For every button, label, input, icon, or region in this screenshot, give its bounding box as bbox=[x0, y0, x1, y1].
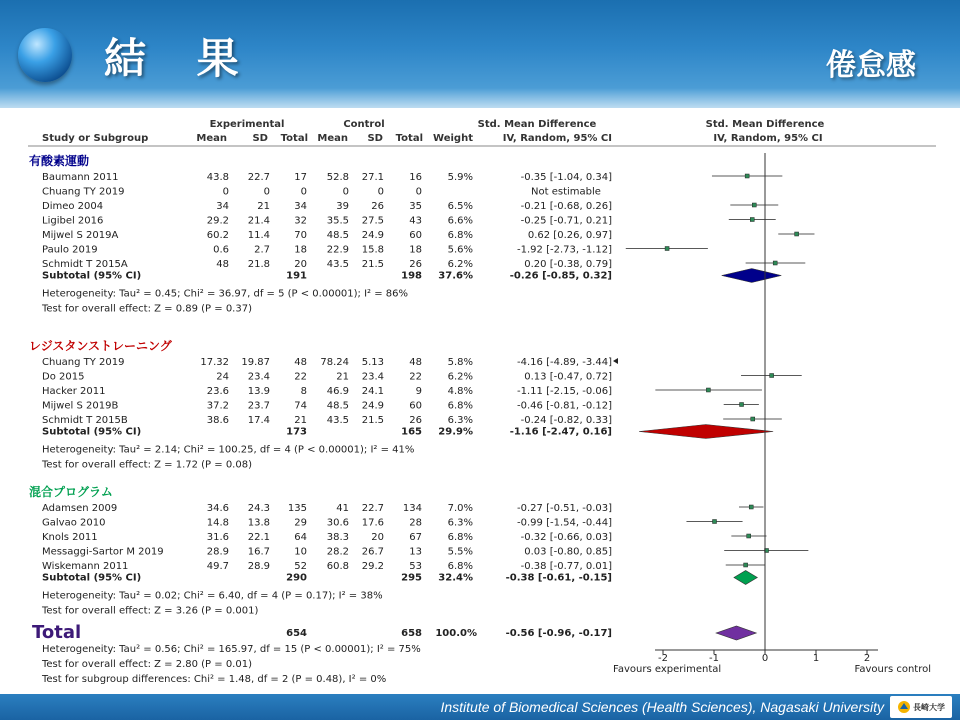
ctrl-mean: 39 bbox=[336, 201, 349, 212]
ctrl-total: 22 bbox=[409, 371, 422, 383]
total-overall-effect-text: Test for overall effect: Z = 2.80 (P = 0.01) bbox=[42, 659, 252, 670]
exp-sd: 28.9 bbox=[247, 561, 270, 572]
ci-arrow-left bbox=[613, 358, 618, 364]
exp-mean: 60.2 bbox=[206, 230, 229, 241]
weight: 4.8% bbox=[447, 386, 473, 397]
globe-icon bbox=[18, 28, 72, 82]
weight: 7.0% bbox=[447, 503, 473, 514]
exp-mean: 31.6 bbox=[206, 532, 229, 543]
header-control: Control bbox=[343, 119, 385, 130]
study-point bbox=[752, 203, 756, 207]
ci-text: -1.11 [-2.15, -0.06] bbox=[517, 386, 612, 397]
overall-effect-text: Test for overall effect: Z = 0.89 (P = 0.37) bbox=[42, 303, 252, 315]
ctrl-sd: 20 bbox=[371, 532, 384, 543]
study-point bbox=[749, 505, 753, 509]
ctrl-mean: 48.5 bbox=[326, 400, 349, 412]
study-point bbox=[744, 563, 748, 567]
exp-mean: 24 bbox=[216, 371, 229, 383]
logo-icon bbox=[897, 700, 911, 714]
ci-text: -0.35 [-1.04, 0.34] bbox=[520, 172, 612, 183]
x-tick-label: -1 bbox=[709, 653, 719, 664]
ctrl-sd: 21.5 bbox=[361, 415, 384, 426]
ci-text: -0.21 [-0.68, 0.26] bbox=[520, 201, 612, 212]
ctrl-total: 13 bbox=[409, 546, 422, 558]
exp-total: 20 bbox=[294, 259, 307, 270]
ctrl-sd: 15.8 bbox=[361, 244, 384, 256]
ci-text: -0.32 [-0.66, 0.03] bbox=[520, 532, 612, 543]
study-name: Knols 2011 bbox=[42, 532, 98, 543]
forest-plot bbox=[0, 110, 960, 690]
study-name: Chuang TY 2019 bbox=[42, 186, 125, 198]
ctrl-sd: 5.13 bbox=[361, 357, 384, 368]
exp-total: 74 bbox=[294, 400, 307, 412]
study-name: Hacker 2011 bbox=[42, 386, 106, 397]
ctrl-total: 0 bbox=[415, 186, 422, 198]
study-name: Mijwel S 2019B bbox=[42, 400, 119, 412]
ci-text: -0.38 [-0.77, 0.01] bbox=[520, 561, 612, 572]
header-exp-total: Total bbox=[280, 133, 308, 144]
exp-sd: 13.8 bbox=[247, 517, 270, 529]
overall-effect-text: Test for overall effect: Z = 1.72 (P = 0.08) bbox=[42, 459, 252, 471]
study-name: Messaggi-Sartor M 2019 bbox=[42, 546, 164, 558]
exp-total: 17 bbox=[294, 172, 307, 183]
footer-text: Institute of Biomedical Sciences (Health Sciences), Nagasaki University bbox=[440, 699, 884, 715]
ctrl-total: 60 bbox=[409, 230, 422, 241]
ci-text: -0.27 [-0.51, -0.03] bbox=[517, 503, 612, 514]
exp-sd: 23.7 bbox=[247, 400, 270, 412]
weight: 6.8% bbox=[447, 230, 473, 241]
exp-sd: 17.4 bbox=[247, 415, 270, 426]
study-point bbox=[773, 261, 777, 265]
study-name: Chuang TY 2019 bbox=[42, 357, 125, 368]
header-weight: Weight bbox=[433, 133, 473, 144]
study-name: Do 2015 bbox=[42, 371, 85, 383]
exp-mean: 34.6 bbox=[206, 503, 229, 514]
subtotal-ci: -1.16 [-2.47, 0.16] bbox=[509, 426, 612, 438]
slide-subtitle: 倦怠感 bbox=[826, 48, 916, 83]
university-logo bbox=[890, 696, 952, 718]
ctrl-total: 18 bbox=[409, 244, 422, 256]
exp-total: 10 bbox=[294, 546, 307, 558]
heterogeneity-text: Heterogeneity: Tau² = 2.14; Chi² = 100.25, df = 4 (P < 0.00001); I² = 41% bbox=[42, 444, 415, 456]
total-exp-total: 654 bbox=[286, 628, 307, 639]
exp-mean: 0 bbox=[222, 186, 229, 198]
exp-total: 135 bbox=[287, 503, 307, 514]
exp-mean: 28.9 bbox=[206, 546, 229, 558]
x-tick-label: 0 bbox=[761, 653, 769, 664]
total-ci: -0.56 [-0.96, -0.17] bbox=[505, 628, 612, 639]
slide-title: 結 果 bbox=[104, 34, 257, 83]
exp-sd: 19.87 bbox=[241, 357, 270, 368]
exp-sd: 11.4 bbox=[247, 230, 270, 241]
subtotal-exp-total: 173 bbox=[286, 426, 307, 438]
favours-control-label: Favours control bbox=[854, 664, 931, 675]
weight: 6.3% bbox=[447, 517, 473, 529]
ctrl-sd: 26 bbox=[371, 201, 384, 212]
ctrl-sd: 21.5 bbox=[361, 259, 384, 270]
exp-total: 0 bbox=[300, 186, 307, 198]
ctrl-mean: 38.3 bbox=[326, 532, 349, 543]
x-tick-label: -2 bbox=[658, 653, 668, 664]
study-point bbox=[747, 534, 751, 538]
exp-mean: 43.8 bbox=[206, 172, 229, 183]
ctrl-total: 134 bbox=[402, 503, 422, 514]
subtotal-ci: -0.38 [-0.61, -0.15] bbox=[505, 572, 612, 584]
exp-sd: 21 bbox=[257, 201, 270, 212]
favours-experimental-label: Favours experimental bbox=[613, 664, 722, 675]
exp-sd: 16.7 bbox=[247, 546, 270, 558]
weight: 5.6% bbox=[447, 244, 473, 256]
exp-mean: 0.6 bbox=[213, 244, 229, 256]
ci-text: -4.16 [-4.89, -3.44] bbox=[517, 357, 612, 368]
header-shine bbox=[0, 88, 960, 108]
slide-footer bbox=[0, 694, 960, 720]
header-method: IV, Random, 95% CI bbox=[502, 133, 612, 144]
ctrl-total: 9 bbox=[415, 386, 422, 397]
exp-total: 70 bbox=[294, 230, 307, 241]
ci-text: -1.92 [-2.73, -1.12] bbox=[517, 244, 612, 256]
ctrl-mean: 43.5 bbox=[326, 259, 349, 270]
ci-text: 0.13 [-0.47, 0.72] bbox=[524, 371, 612, 383]
exp-total: 34 bbox=[294, 201, 307, 212]
exp-mean: 23.6 bbox=[206, 386, 229, 397]
exp-mean: 48 bbox=[216, 259, 229, 270]
weight: 6.6% bbox=[447, 215, 473, 227]
ci-text: -0.46 [-0.81, -0.12] bbox=[517, 400, 612, 412]
exp-mean: 34 bbox=[216, 201, 229, 212]
total-diamond bbox=[716, 626, 756, 640]
study-point bbox=[750, 218, 754, 222]
study-point bbox=[665, 247, 669, 251]
header-plot-method: IV, Random, 95% CI bbox=[713, 133, 823, 144]
header-ctrl-mean: Mean bbox=[317, 133, 348, 144]
subtotal-label: Subtotal (95% CI) bbox=[42, 572, 142, 584]
ctrl-mean: 52.8 bbox=[326, 172, 349, 183]
ci-text: 0.20 [-0.38, 0.79] bbox=[524, 259, 612, 270]
study-point bbox=[713, 520, 717, 524]
exp-total: 32 bbox=[294, 215, 307, 227]
subtotal-weight: 37.6% bbox=[438, 270, 473, 282]
exp-mean: 29.2 bbox=[206, 215, 229, 227]
study-point bbox=[751, 417, 755, 421]
study-name: Ligibel 2016 bbox=[42, 215, 104, 227]
weight: 6.8% bbox=[447, 532, 473, 543]
group-title: 混合プログラム bbox=[29, 485, 113, 499]
ctrl-sd: 22.7 bbox=[361, 503, 384, 514]
ctrl-mean: 60.8 bbox=[326, 561, 349, 572]
study-point bbox=[795, 232, 799, 236]
exp-sd: 21.4 bbox=[247, 215, 270, 227]
ctrl-total: 35 bbox=[409, 201, 422, 212]
study-name: Mijwel S 2019A bbox=[42, 230, 119, 241]
heterogeneity-text: Heterogeneity: Tau² = 0.02; Chi² = 6.40, df = 4 (P = 0.17); I² = 38% bbox=[42, 590, 383, 602]
ctrl-mean: 28.2 bbox=[326, 546, 349, 558]
subgroup-differences-text: Test for subgroup differences: Chi² = 1.48, df = 2 (P = 0.48), I² = 0% bbox=[42, 674, 387, 685]
study-point bbox=[706, 388, 710, 392]
subtotal-label: Subtotal (95% CI) bbox=[42, 426, 142, 438]
ctrl-mean: 30.6 bbox=[326, 517, 349, 529]
exp-total: 29 bbox=[294, 517, 307, 529]
header-exp-sd: SD bbox=[252, 133, 268, 144]
exp-mean: 37.2 bbox=[206, 400, 229, 412]
exp-total: 52 bbox=[294, 561, 307, 572]
subtotal-ctrl-total: 295 bbox=[401, 572, 422, 584]
exp-sd: 23.4 bbox=[247, 371, 270, 383]
ci-text: Not estimable bbox=[531, 186, 601, 198]
subtotal-ctrl-total: 198 bbox=[401, 270, 422, 282]
subtotal-ci: -0.26 [-0.85, 0.32] bbox=[509, 270, 612, 282]
ctrl-sd: 24.9 bbox=[361, 400, 384, 412]
exp-mean: 38.6 bbox=[206, 415, 229, 426]
study-name: Baumann 2011 bbox=[42, 172, 119, 183]
overall-effect-text: Test for overall effect: Z = 3.26 (P = 0.001) bbox=[42, 605, 259, 617]
subtotal-ctrl-total: 165 bbox=[401, 426, 422, 438]
ctrl-mean: 78.24 bbox=[320, 357, 349, 368]
weight: 6.2% bbox=[447, 259, 473, 270]
exp-sd: 22.7 bbox=[247, 172, 270, 183]
ctrl-mean: 46.9 bbox=[326, 386, 349, 397]
ctrl-mean: 22.9 bbox=[326, 244, 349, 256]
exp-total: 48 bbox=[294, 357, 307, 368]
total-heterogeneity-text: Heterogeneity: Tau² = 0.56; Chi² = 165.97, df = 15 (P < 0.00001); I² = 75% bbox=[42, 644, 421, 655]
total-weight: 100.0% bbox=[435, 628, 477, 639]
weight: 6.3% bbox=[447, 415, 473, 426]
ctrl-total: 43 bbox=[409, 215, 422, 227]
study-point bbox=[740, 403, 744, 407]
study-name: Schmidt T 2015A bbox=[42, 259, 128, 270]
ctrl-total: 48 bbox=[409, 357, 422, 368]
study-point bbox=[770, 374, 774, 378]
subtotal-diamond bbox=[639, 425, 773, 439]
total-label: Total bbox=[32, 622, 82, 643]
heterogeneity-text: Heterogeneity: Tau² = 0.45; Chi² = 36.97, df = 5 (P < 0.00001); I² = 86% bbox=[42, 288, 409, 300]
subtotal-weight: 29.9% bbox=[438, 426, 473, 438]
ctrl-sd: 29.2 bbox=[361, 561, 384, 572]
weight: 6.2% bbox=[447, 371, 473, 383]
ctrl-total: 28 bbox=[409, 517, 422, 529]
subtotal-diamond bbox=[734, 571, 757, 585]
ctrl-sd: 27.5 bbox=[361, 215, 384, 227]
header-experimental: Experimental bbox=[209, 119, 285, 130]
header-smd: Std. Mean Difference bbox=[477, 119, 597, 130]
group-title: 有酸素運動 bbox=[29, 154, 90, 168]
study-name: Adamsen 2009 bbox=[42, 503, 118, 514]
ctrl-sd: 0 bbox=[377, 186, 384, 198]
exp-total: 8 bbox=[300, 386, 307, 397]
exp-mean: 14.8 bbox=[206, 517, 229, 529]
study-name: Schmidt T 2015B bbox=[42, 415, 128, 426]
ci-text: -0.99 [-1.54, -0.44] bbox=[517, 517, 612, 529]
ctrl-sd: 24.1 bbox=[361, 386, 384, 397]
ctrl-total: 53 bbox=[409, 561, 422, 572]
subtotal-exp-total: 290 bbox=[286, 572, 307, 584]
weight: 6.8% bbox=[447, 400, 473, 412]
ctrl-sd: 23.4 bbox=[361, 371, 384, 383]
ci-text: -0.25 [-0.71, 0.21] bbox=[520, 215, 612, 227]
ctrl-mean: 21 bbox=[336, 371, 349, 383]
total-ctrl-total: 658 bbox=[401, 628, 422, 639]
study-name: Paulo 2019 bbox=[42, 244, 98, 256]
exp-sd: 24.3 bbox=[247, 503, 270, 514]
ctrl-mean: 41 bbox=[336, 503, 349, 514]
exp-sd: 22.1 bbox=[247, 532, 270, 543]
header-study: Study or Subgroup bbox=[42, 133, 149, 144]
subtotal-label: Subtotal (95% CI) bbox=[42, 270, 142, 282]
subtotal-weight: 32.4% bbox=[438, 572, 473, 584]
exp-total: 18 bbox=[294, 244, 307, 256]
study-name: Galvao 2010 bbox=[42, 517, 106, 529]
subtotal-exp-total: 191 bbox=[286, 270, 307, 282]
ctrl-sd: 24.9 bbox=[361, 230, 384, 241]
exp-total: 64 bbox=[294, 532, 307, 543]
study-point bbox=[745, 174, 749, 178]
weight: 6.8% bbox=[447, 561, 473, 572]
exp-mean: 49.7 bbox=[206, 561, 229, 572]
study-name: Wiskemann 2011 bbox=[42, 561, 129, 572]
weight: 5.9% bbox=[447, 172, 473, 183]
logo-text: 長崎大学 bbox=[913, 702, 945, 712]
weight: 5.5% bbox=[447, 546, 473, 558]
ctrl-mean: 48.5 bbox=[326, 230, 349, 241]
ctrl-mean: 43.5 bbox=[326, 415, 349, 426]
header-plot-title: Std. Mean Difference bbox=[705, 119, 825, 130]
ctrl-mean: 35.5 bbox=[326, 215, 349, 227]
ctrl-sd: 27.1 bbox=[361, 172, 384, 183]
ctrl-sd: 26.7 bbox=[361, 546, 384, 558]
ci-text: -0.24 [-0.82, 0.33] bbox=[520, 415, 612, 426]
exp-sd: 2.7 bbox=[254, 244, 270, 256]
ctrl-total: 26 bbox=[409, 259, 422, 270]
weight: 5.8% bbox=[447, 357, 473, 368]
study-name: Dimeo 2004 bbox=[42, 201, 104, 212]
ctrl-total: 67 bbox=[409, 532, 422, 543]
ci-text: 0.62 [0.26, 0.97] bbox=[527, 230, 612, 241]
x-tick-label: 2 bbox=[863, 653, 871, 664]
exp-sd: 21.8 bbox=[247, 259, 270, 270]
group-title: レジスタンストレーニング bbox=[29, 339, 172, 353]
exp-sd: 13.9 bbox=[247, 386, 270, 397]
ctrl-sd: 17.6 bbox=[361, 517, 384, 529]
x-tick-label: 1 bbox=[812, 653, 820, 664]
exp-mean: 17.32 bbox=[200, 357, 229, 368]
subtotal-diamond bbox=[722, 269, 782, 283]
exp-sd: 0 bbox=[263, 186, 270, 198]
weight: 6.5% bbox=[447, 201, 473, 212]
slide-header bbox=[0, 0, 960, 108]
header-ctrl-sd: SD bbox=[367, 133, 383, 144]
exp-total: 22 bbox=[294, 371, 307, 383]
header-ctrl-total: Total bbox=[395, 133, 423, 144]
ctrl-total: 16 bbox=[409, 172, 422, 183]
ci-text: 0.03 [-0.80, 0.85] bbox=[524, 546, 612, 558]
ctrl-total: 26 bbox=[409, 415, 422, 426]
ctrl-total: 60 bbox=[409, 400, 422, 412]
exp-total: 21 bbox=[294, 415, 307, 426]
ctrl-mean: 0 bbox=[342, 186, 349, 198]
header-exp-mean: Mean bbox=[196, 133, 227, 144]
